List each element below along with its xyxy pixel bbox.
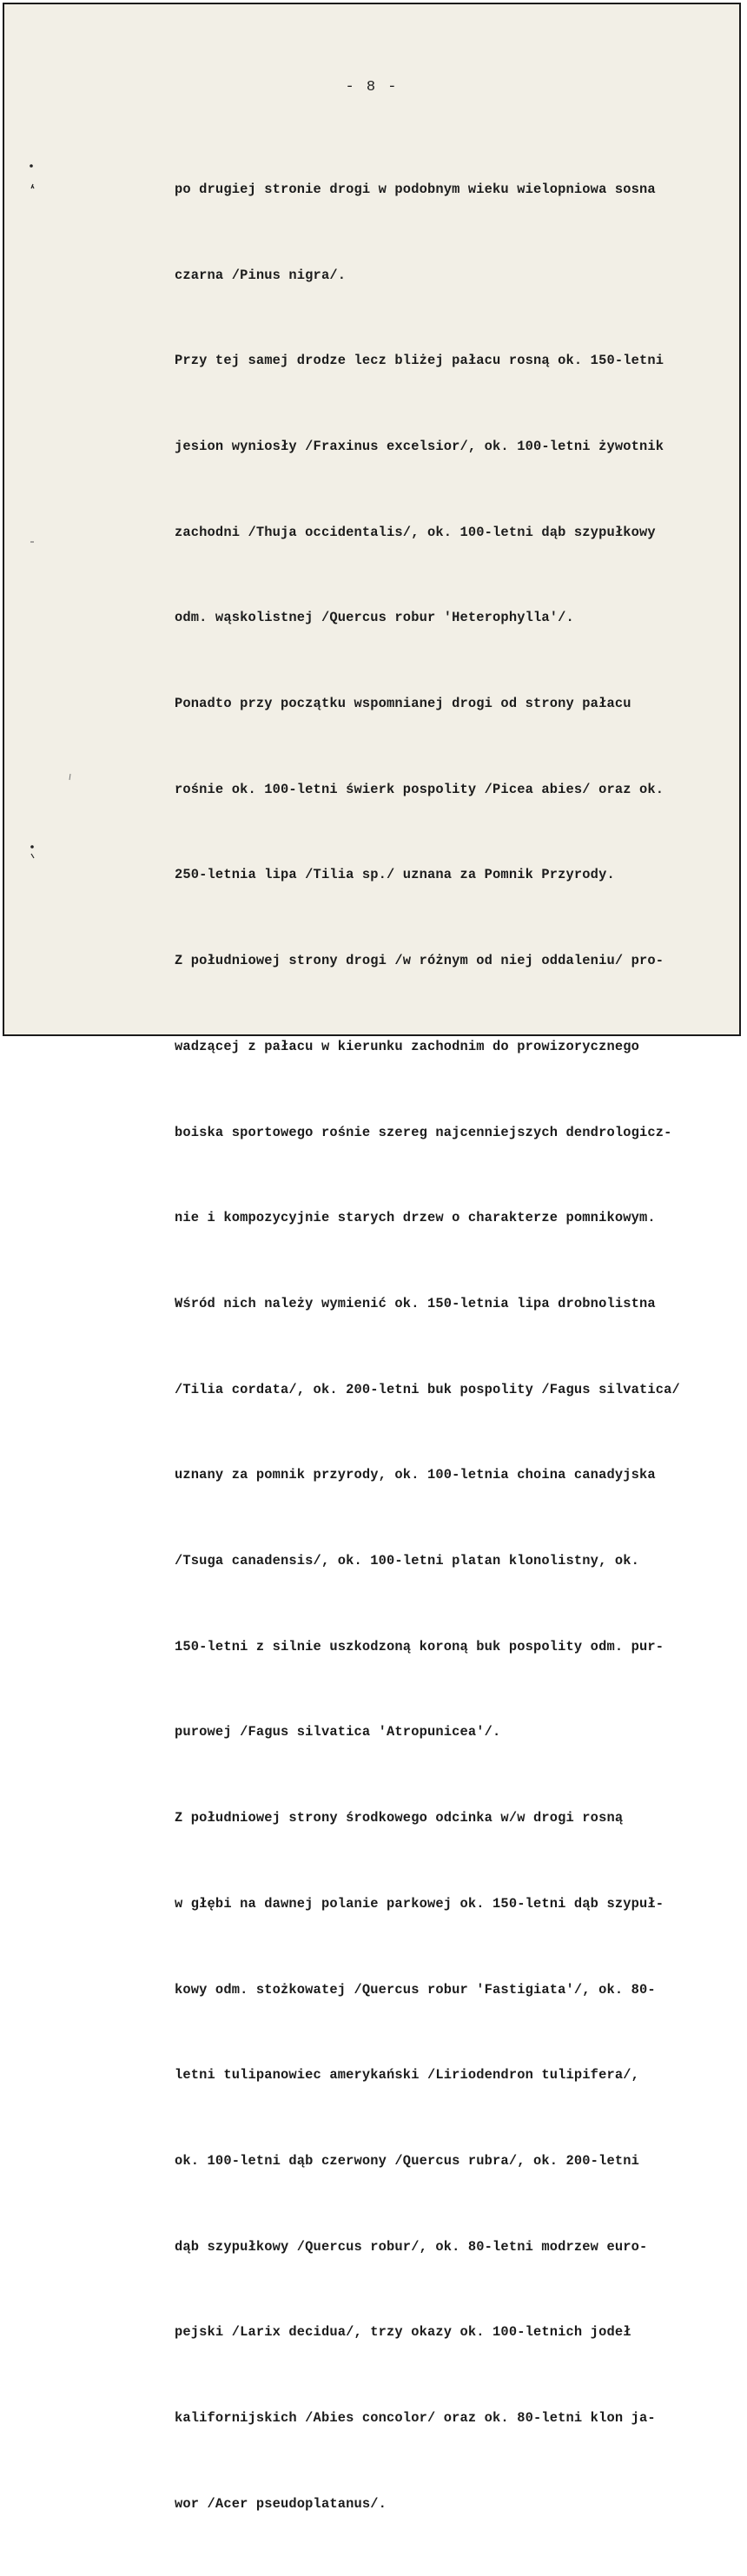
text-line: wor /Acer pseudoplatanus/. (175, 2495, 387, 2512)
text-line: boiska sportowego rośnie szereg najcenniejszych dendrologicz- (175, 1124, 672, 1140)
text-line: zachodni /Thuja occidentalis/, ok. 100-letni dąb szypułkowy (175, 524, 656, 540)
text-line: kalifornijskich /Abies concolor/ oraz ok. 80-letni klon ja- (175, 2410, 656, 2427)
text-line: Wśród nich należy wymienić ok. 150-letnia lipa drobnolistna (175, 1295, 656, 1311)
margin-mark (67, 772, 76, 783)
margin-mark (27, 842, 39, 868)
text-line: Z południowej strony środkowego odcinka w/w drogi rosną (175, 1810, 624, 1826)
text-line: w głębi na dawnej polanie parkowej ok. 150-letni dąb szypuł- (175, 1895, 664, 1912)
text-line: 250-letnia lipa /Tilia sp./ uznana za Pomnik Przyrody. (175, 867, 615, 883)
text-line: letni tulipanowiec amerykański /Liriodendron tulipifera/, (175, 2067, 639, 2084)
text-line: pejski /Larix decidua/, trzy okazy ok. 100-letnich jodeł (175, 2324, 631, 2341)
text-line: wadzącej z pałacu w kierunku zachodnim do prowizorycznego (175, 1038, 639, 1054)
text-line: kowy odm. stożkowatej /Quercus robur 'Fastigiata'/, ok. 80- (175, 1981, 656, 1998)
text-line: nie i kompozycyjnie starych drzew o charakterze pomnikowym. (175, 1210, 656, 1226)
margin-mark (29, 538, 37, 546)
text-line: Ponadto przy początku wspomnianej drogi od strony pałacu (175, 696, 631, 712)
text-line: /Tilia cordata/, ok. 200-letni buk pospolity /Fagus silvatica/ (175, 1381, 680, 1397)
text-line: ok. 100-letni dąb czerwony /Quercus rubra/, ok. 200-letni (175, 2152, 639, 2169)
text-line: /Tsuga canadensis/, ok. 100-letni platan klonolistny, ok. (175, 1553, 639, 1569)
text-line: rośnie ok. 100-letni świerk pospolity /Picea abies/ oraz ok. (175, 781, 664, 797)
page-number: - 8 - (345, 79, 399, 96)
text-line: odm. wąskolistnej /Quercus robur 'Heterophylla'/. (175, 610, 574, 626)
text-line: purowej /Fagus silvatica 'Atropunicea'/. (175, 1724, 501, 1740)
text-line: jesion wyniosły /Fraxinus excelsior/, ok. 100-letni żywotnik (175, 438, 664, 454)
body-text (175, 118, 730, 2576)
text-line: 150-letni z silnie uszkodzoną koroną buk pospolity odm. pur- (175, 1638, 664, 1655)
text-line: Przy tej samej drodze lecz bliżej pałacu rosną ok. 150-letni (175, 353, 664, 369)
text-line: po drugiej stronie drogi w podobnym wieku wielopniowa sosna (175, 181, 656, 197)
margin-mark (27, 161, 39, 195)
text-line: dąb szypułkowy /Quercus robur/, ok. 80-letni modrzew euro- (175, 2238, 648, 2255)
document-page (3, 3, 741, 2512)
text-line: uznany za pomnik przyrody, ok. 100-letnia choina canadyjska (175, 1467, 656, 1483)
text-line: czarna /Pinus nigra/. (175, 267, 347, 283)
text-line: Z południowej strony drogi /w różnym od niej oddaleniu/ pro- (175, 953, 664, 969)
